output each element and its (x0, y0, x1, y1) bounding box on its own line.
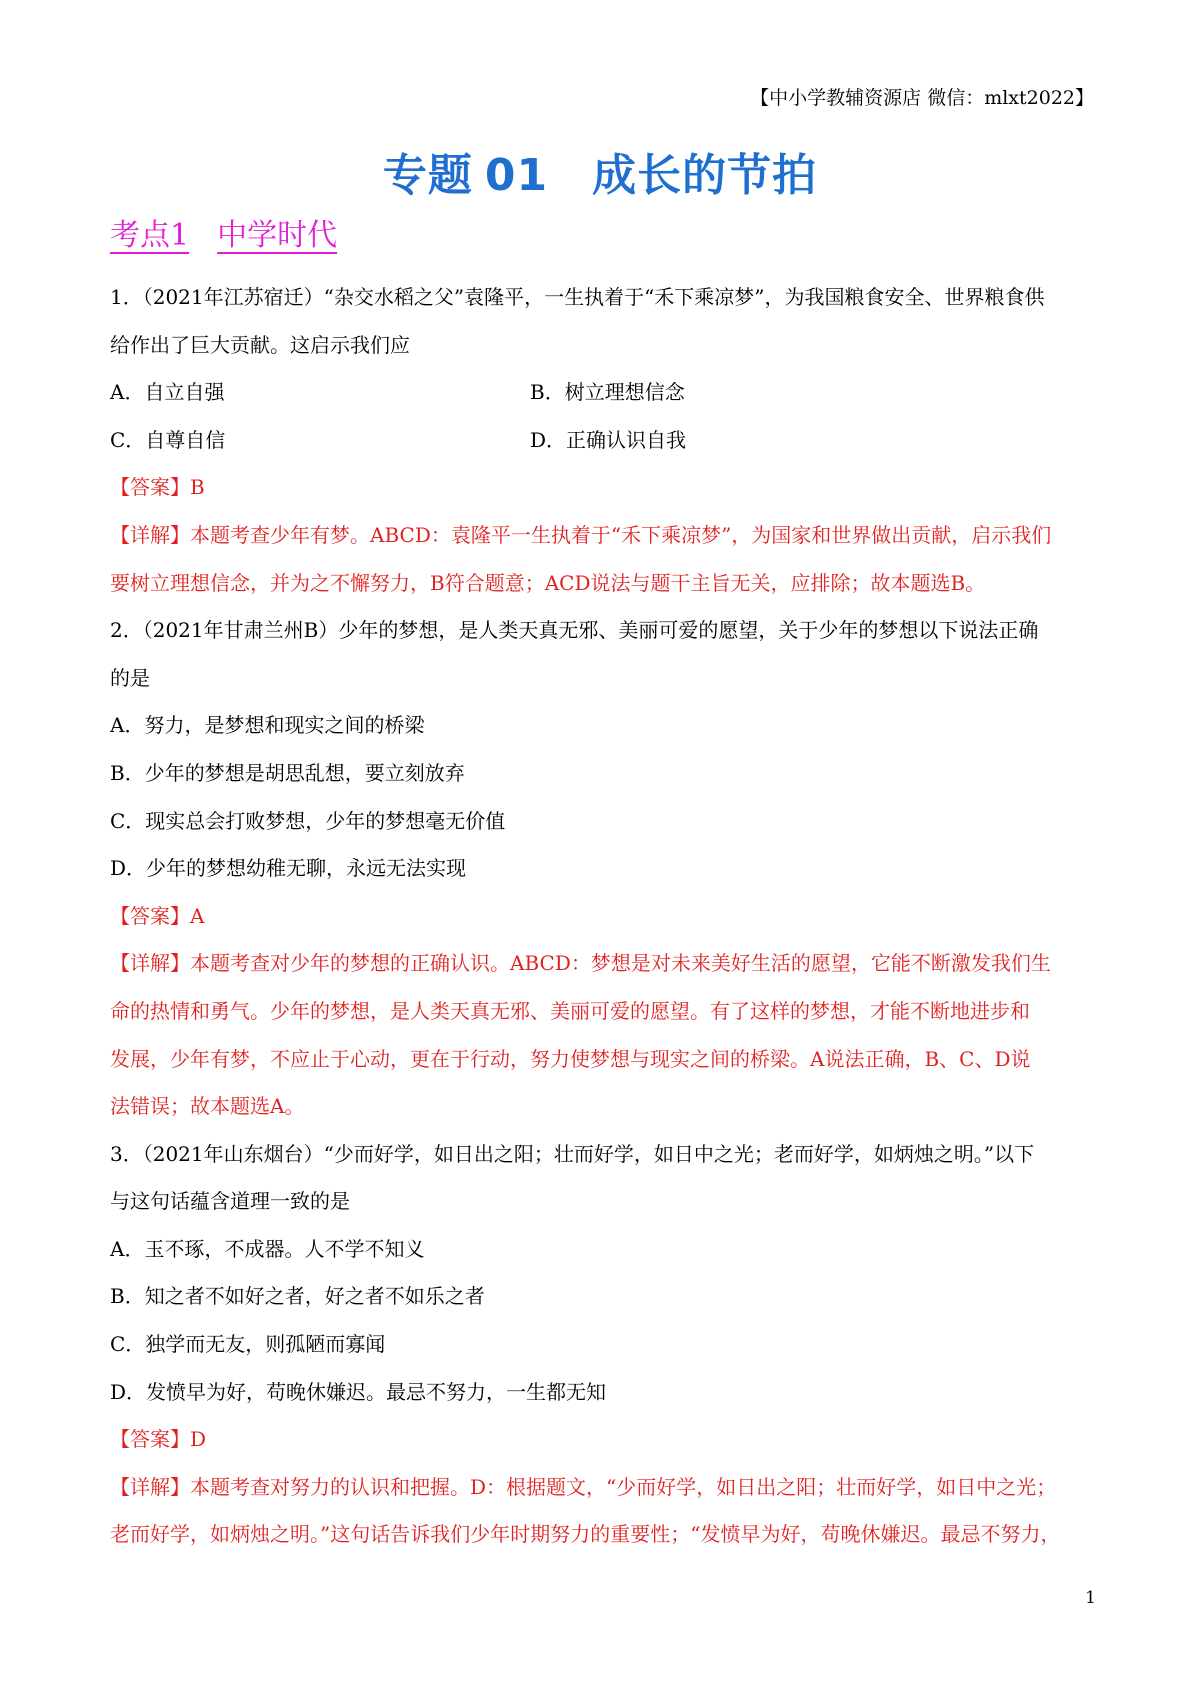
option-b: B．树立理想信念 (530, 380, 685, 405)
option-c: C．现实总会打败梦想，少年的梦想毫无价值 (110, 808, 506, 833)
option-c: C．自尊自信 (110, 427, 226, 452)
option-b: B．知之者不如好之者，好之者不如乐之者 (110, 1284, 485, 1309)
option-b: B．少年的梦想是胡思乱想，要立刻放弃 (110, 760, 465, 785)
question-stem-line: 2．（2021年甘肃兰州B）少年的梦想，是人类天真无邪、美丽可爱的愿望，关于少年的梦想以下说法正确 (110, 618, 1039, 643)
page-number: 1 (1085, 1588, 1096, 1608)
section-label: 考点1 (110, 218, 190, 253)
option-a: A．努力，是梦想和现实之间的桥梁 (110, 713, 425, 738)
answer-line: 【答案】A (110, 903, 205, 928)
option-row (110, 417, 1094, 465)
explanation-line: 法错误；故本题选A。 (110, 1094, 305, 1119)
question-stem-line: 给作出了巨大贡献。这启示我们应 (110, 332, 410, 357)
option-a: A．自立自强 (110, 380, 225, 405)
section-heading (110, 216, 337, 256)
explanation-line: 老而好学，如炳烛之明。”这句话告诉我们少年时期努力的重要性；“发愤早为好，苟晚休嫌迟。最忌不努力， (110, 1522, 1061, 1547)
question-stem-line: 3．（2021年山东烟台）“少而好学，如日出之阳；壮而好学，如日中之光；老而好学，如炳烛之明。”以下 (110, 1141, 1035, 1166)
explanation-line: 要树立理想信念，并为之不懈努力，B符合题意；ACD说法与题干主旨无关，应排除；故本题选B。 (110, 570, 986, 595)
option-a: A．玉不琢，不成器。人不学不知义 (110, 1236, 425, 1261)
option-d: D．正确认识自我 (530, 427, 687, 452)
header-note: 【中小学教辅资源店 微信：mlxt2022】 (750, 87, 1094, 109)
option-d: D．发愤早为好，苟晚休嫌迟。最忌不努力，一生都无知 (110, 1379, 607, 1404)
explanation-line: 【详解】本题考查对少年的梦想的正确认识。ABCD：梦想是对未来美好生活的愿望，它能不断激发我们生 (110, 951, 1051, 976)
question-2 (110, 607, 1094, 1131)
answer-line: 【答案】B (110, 475, 205, 500)
question-stem-line: 的是 (110, 665, 150, 690)
explanation-line: 发展，少年有梦，不应止于心动，更在于行动，努力使梦想与现实之间的桥梁。A说法正确，B、C、D说 (110, 1046, 1031, 1071)
title-number: 01 (484, 150, 549, 201)
section-name: 中学时代 (217, 218, 338, 253)
document-body (110, 274, 1094, 1559)
title-name: 成长的节拍 (592, 150, 818, 201)
page-title (0, 148, 1200, 204)
option-d: D．少年的梦想幼稚无聊，永远无法实现 (110, 856, 467, 881)
question-3 (110, 1131, 1094, 1559)
answer-line: 【答案】D (110, 1427, 207, 1452)
question-1 (110, 274, 1094, 607)
explanation-line: 【详解】本题考查对努力的认识和把握。D：根据题文，“少而好学，如日出之阳；壮而好学，如日中之光； (110, 1474, 1057, 1499)
question-stem-line: 与这句话蕴含道理一致的是 (110, 1189, 350, 1214)
question-stem-line: 1．（2021年江苏宿迁）“杂交水稻之父”袁隆平，一生执着于“禾下乘凉梦”，为我国粮食安全、世界粮食供 (110, 285, 1045, 309)
option-c: C．独学而无友，则孤陋而寡闻 (110, 1332, 386, 1357)
title-prefix: 专题 (382, 150, 473, 201)
explanation-line: 【详解】本题考查少年有梦。ABCD：袁隆平一生执着于“禾下乘凉梦”，为国家和世界做出贡献，启示我们 (110, 522, 1052, 547)
explanation-line: 命的热情和勇气。少年的梦想，是人类天真无邪、美丽可爱的愿望。有了这样的梦想，才能不断地进步和 (110, 998, 1030, 1023)
option-row (110, 369, 1094, 417)
